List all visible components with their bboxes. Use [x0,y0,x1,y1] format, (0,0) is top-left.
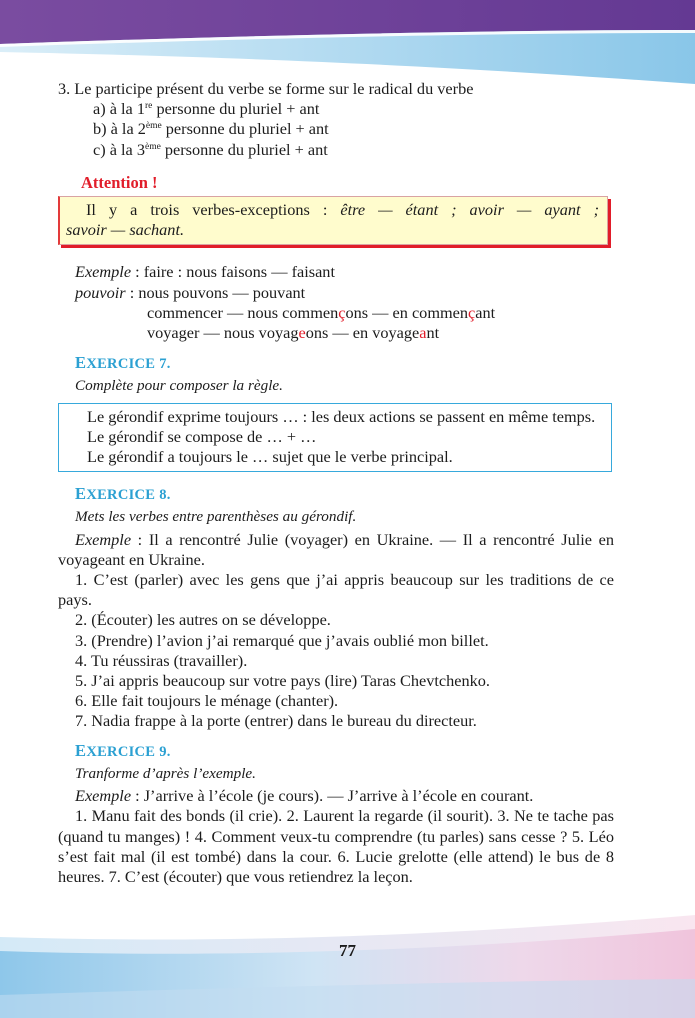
attention-title: Attention ! [81,172,158,192]
rule3-item-c: c) à la 3ème personne du pluriel + ant [93,139,328,159]
rule3-item-b: b) à la 2ème personne du pluriel + ant [93,119,329,139]
top-decorative-band [0,0,695,84]
exercise-8-item: 1. C’est (parler) avec les gens que j’ai appris beaucoup sur les traditions de ce pays. [58,570,614,610]
exercise-8-item: 7. Nadia frappe à la porte (entrer) dans le bureau du directeur. [75,711,477,731]
rule-line-1: Le gérondif exprime toujours … : les deux actions se passent en même temps. [87,406,596,426]
exercise-8-heading: EXERCICE 8. [75,484,171,504]
exercise-9-instruction: Tranforme d’après l’exemple. [75,764,256,782]
example-line-commencer: commencer — nous commençons — en commençant [147,302,496,322]
rule3-intro: 3. Le participe présent du verbe se forme sur le radical du verbe [58,79,474,98]
attention-note-box [58,196,608,245]
examples-block [58,262,614,343]
bottom-decorative-band [0,915,695,1018]
exercise-8-item: 5. J’ai appris beaucoup sur votre pays (lire) Taras Chevtchenko. [75,671,490,691]
exercise-9-heading: EXERCICE 9. [75,740,171,760]
example-line-voyager: voyager — nous voyageons — en voyageant [147,323,440,343]
exercise-8-instruction: Mets les verbes entre parenthèses au gérondif. [75,508,357,526]
exercise-7-heading: EXERCICE 7. [75,353,171,373]
example-line-pouvoir: pouvoir : nous pouvons — pouvant [75,282,306,302]
exercise-7-instruction: Complète pour composer la règle. [75,377,283,395]
exercise-9-example: Exemple : J’arrive à l’école (je cours). — J’arrive à l’école en courant. [75,786,534,806]
example-line-faire: Exemple : faire : nous faisons — faisant [75,262,335,282]
exercise-8-example: Exemple : Il a rencontré Julie (voyager) en Ukraine. — Il a rencontré Julie en voyageant en Ukraine. [58,529,614,569]
exercise-7-rule-box [58,403,612,473]
attention-line-1: Il y a trois verbes-exceptions : être — étant ; avoir — ayant ; [86,200,599,220]
rule-line-3: Le gérondif a toujours le … sujet que le verbe principal. [87,447,453,467]
exercise-8-item: 4. Tu réussiras (travailler). [75,650,248,670]
exercise-8-list [58,570,614,732]
attention-line-2: savoir — sachant. [66,220,185,240]
exercise-9-body: 1. Manu fait des bonds (il crie). 2. Laurent la regarde (il sourit). 3. Ne te tache pas (quand tu manges) ! 4. Comment veux-tu comprendre (tu parles) sans cesse ? 5. Léo s’est fait mal (il est tombé) dans la cour. 6. Lucie grelotte (elle attend) le bus de 8 heures. 7. C’est (écouter) que vous retiendrez la leçon. [58,806,614,886]
page-number: 77 [339,941,356,960]
rule3-item-a: a) à la 1re personne du pluriel + ant [93,99,320,119]
exercise-8-item: 3. (Prendre) l’avion j’ai remarqué que j’avais oublié mon billet. [75,630,489,650]
exercise-8-item: 2. (Écouter) les autres on se développe. [75,610,331,630]
exercise-8-item: 6. Elle fait toujours le ménage (chanter). [75,691,339,711]
page-content [58,79,614,887]
rule-line-2: Le gérondif se compose de … + … [87,426,317,446]
top-wave-graphic [0,0,695,84]
bottom-wave-graphic [0,915,695,1018]
